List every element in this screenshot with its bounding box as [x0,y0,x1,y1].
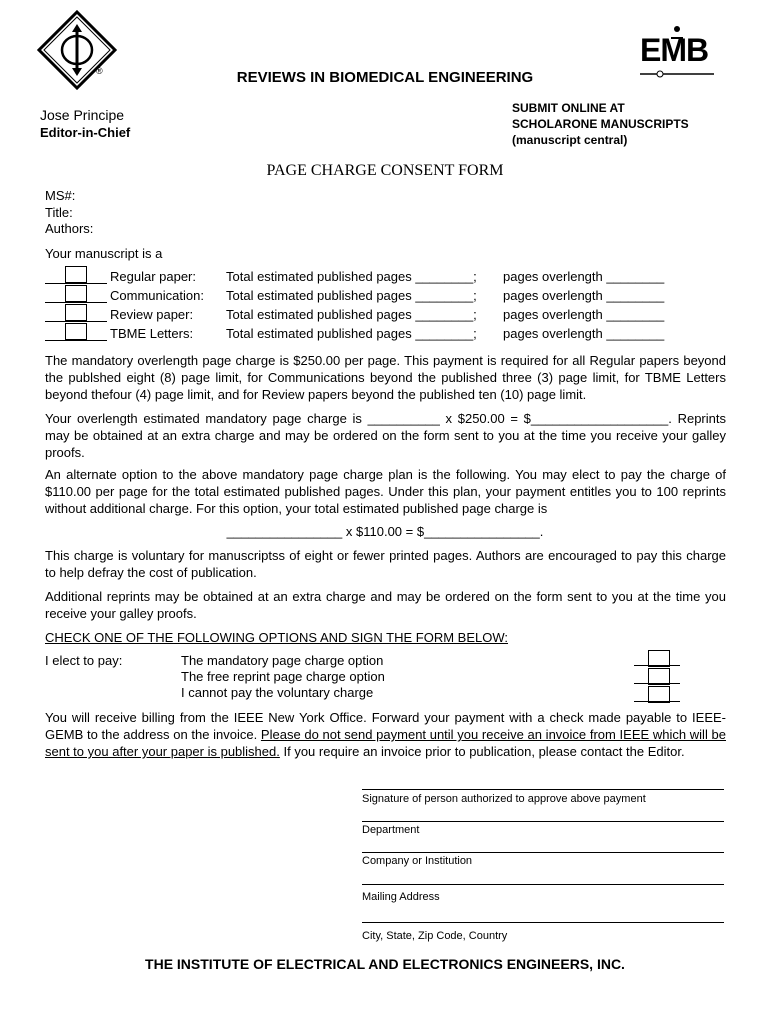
emb-logo-text: EMB [640,32,709,68]
paper-type-label: Review paper: [110,307,194,322]
paper-type-overlength: pages overlength ________ [503,288,665,303]
paper-type-label: TBME Letters: [110,326,194,341]
paper-type-overlength: pages overlength ________ [503,269,665,284]
manuscript-intro: Your manuscript is a [45,246,163,261]
paper-type-row [45,326,665,346]
editor-role: Editor-in-Chief [40,125,131,140]
journal-title: REVIEWS IN BIOMEDICAL ENGINEERING [236,69,534,86]
additional-reprints-paragraph: Additional reprints may be obtained at an extra charge and may be ordered on the form sent to you at the time you receive your galley proofs. [45,589,726,621]
paper-type-checkbox[interactable] [45,288,107,305]
option-free-reprint-label: The free reprint page charge option [181,669,385,684]
paper-type-pages: Total estimated published pages ________; [226,269,477,284]
paper-type-checkbox[interactable] [45,307,107,324]
form-title: PAGE CHARGE CONSENT FORM [266,162,504,179]
city-state-line[interactable] [362,922,724,923]
alternate-option-paragraph: An alternate option to the above mandatory page charge plan is the following. You may elect to pay the charge of $110.00 per page for the total estimated published pages. Under this plan, your payment entitles you to 100 reprints without additional charge. For this option, your total estimated published page charge is [45,467,726,516]
paper-type-overlength: pages overlength ________ [503,326,665,341]
editor-name: Jose Principe [40,107,125,123]
mailing-address-field-label: Mailing Address [362,891,440,903]
option-mandatory-label: The mandatory page charge option [181,653,384,668]
registered-mark: ® [96,66,103,76]
signature-field-label: Signature of person authorized to approve above payment [362,793,646,805]
paper-type-pages: Total estimated published pages ________; [226,307,477,322]
estimated-charge-paragraph: Your overlength estimated mandatory page charge is __________ x $250.00 = $___________________. Reprints may be obtained at an extra charge and may be ordered on the form sent to you at the time you receive your galley proofs. [45,411,726,460]
submit-line-3: (manuscript central) [512,133,628,147]
department-line[interactable] [362,821,724,822]
billing-paragraph [45,709,726,760]
department-field-label: Department [362,824,420,836]
submit-line-1: SUBMIT ONLINE AT [512,101,625,115]
option-mandatory-checkbox[interactable] [634,650,680,667]
submit-line-2: SCHOLARONE MANUSCRIPTS [512,117,689,131]
option-cannot-pay-label: I cannot pay the voluntary charge [181,685,374,700]
ms-number-label: MS#: [45,188,76,203]
company-field-label: Company or Institution [362,855,473,867]
voluntary-paragraph: This charge is voluntary for manuscriptss of eight or fewer printed pages. Authors are encouraged to pay this charge to help defray the cost of publication. [45,548,726,580]
paper-type-overlength: pages overlength ________ [503,307,665,322]
elect-label: I elect to pay: [45,653,123,668]
paper-type-checkbox[interactable] [45,269,107,286]
city-state-field-label: City, State, Zip Code, Country [362,930,508,942]
option-free-reprint-checkbox[interactable] [634,668,680,685]
title-label: Title: [45,205,73,220]
company-line[interactable] [362,852,724,853]
footer-organization: THE INSTITUTE OF ELECTRICAL AND ELECTRONICS ENGINEERS, INC. [145,956,625,972]
paper-type-pages: Total estimated published pages ________; [226,326,477,341]
billing-text-1: You will receive billing from the IEEE New York Office. Forward your payment with a check made payable to IEEE-GEMB to the address on the invoice. [45,710,726,742]
paper-type-label: Regular paper: [110,269,196,284]
options-heading: CHECK ONE OF THE FOLLOWING OPTIONS AND SIGN THE FORM BELOW: [45,630,509,645]
mailing-address-line[interactable] [362,884,724,885]
billing-text-underlined: Please do not send payment until you receive an invoice from IEEE which will be sent to you after your paper is published. [45,727,726,759]
paper-type-label: Communication: [110,288,204,303]
signature-line[interactable] [362,789,724,790]
option-cannot-pay-checkbox[interactable] [634,686,680,703]
paper-type-pages: Total estimated published pages ________; [226,288,477,303]
paper-type-checkbox[interactable] [45,326,107,343]
alternate-calculation: ________________ x $110.00 = $________________. [226,524,544,539]
billing-text-2: If you require an invoice prior to publication, please contact the Editor. [279,744,685,759]
mandatory-charge-paragraph: The mandatory overlength page charge is $250.00 per page. This payment is required for all Regular papers beyond the publshed eight (8) page limit, for Communications beyond the published three (3) page limit, for TBME Letters beyond thefour (4) page limit, and for Review papers beyond the published ten (10) page limit. [45,353,726,402]
authors-label: Authors: [45,221,94,236]
